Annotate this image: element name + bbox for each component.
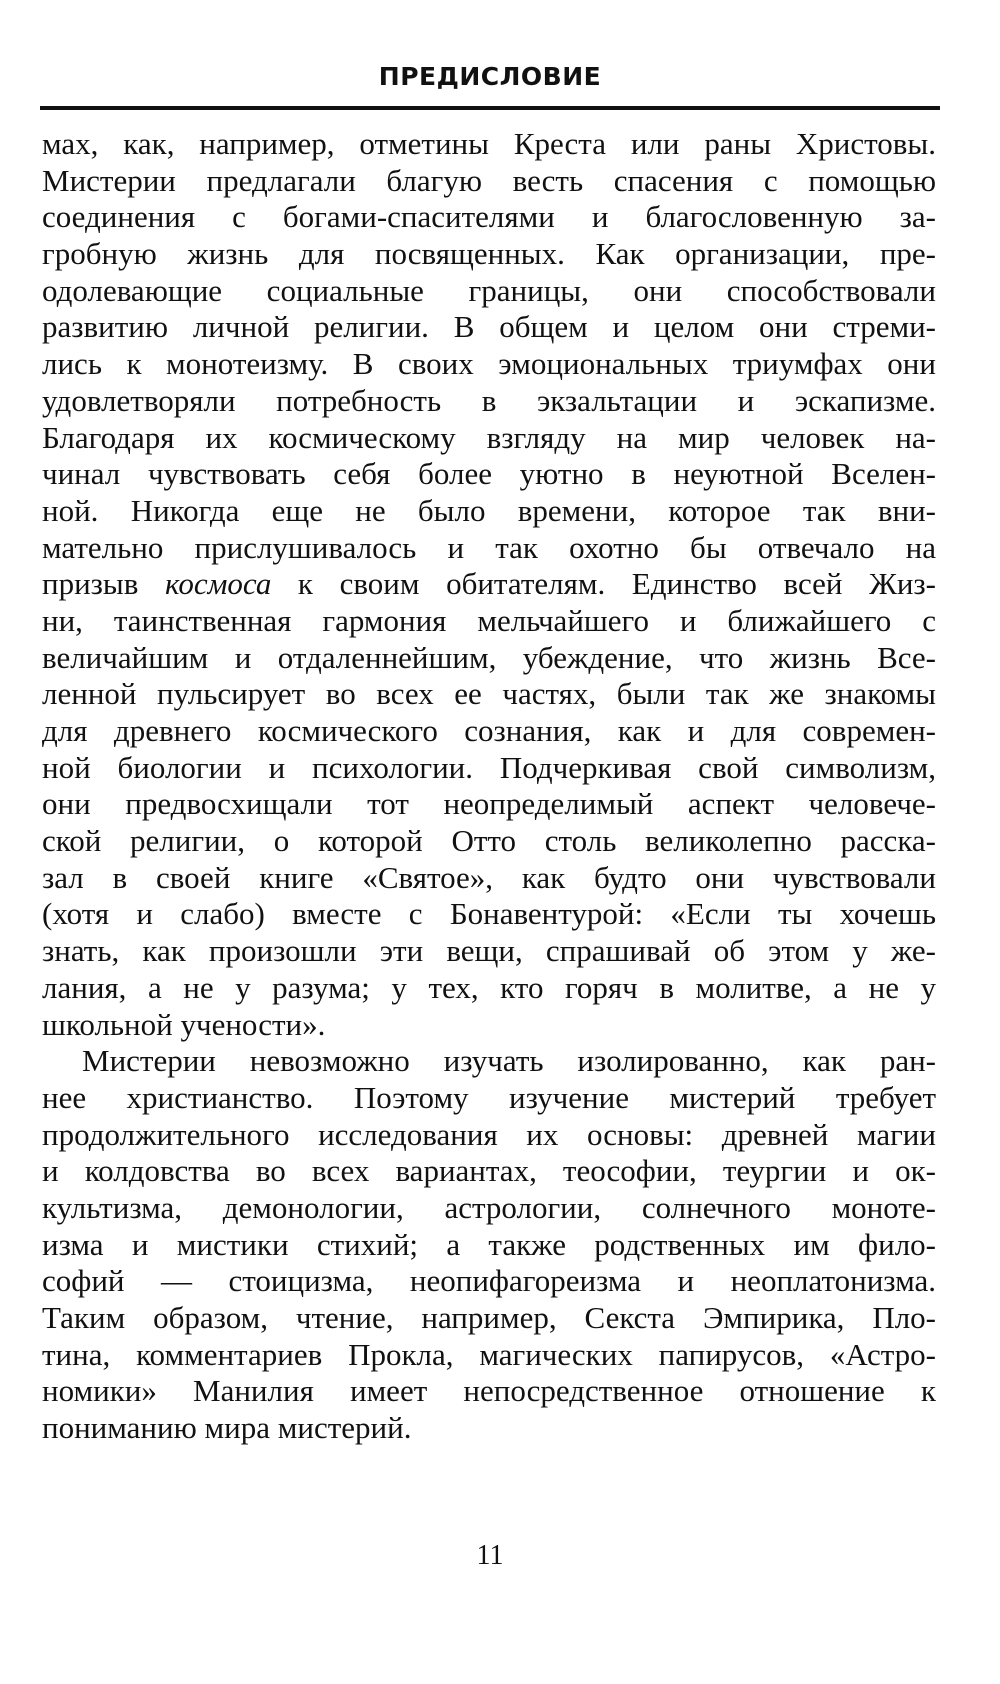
text-line: Мистерии невозможно изучать изолированно, как ран- [82, 1043, 936, 1079]
text-line: удовлетворяли потребность в экзальтации и эскапизме. [42, 382, 936, 418]
text-line: величайшим и отдаленнейшим, убеждение, что жизнь Все- [42, 639, 936, 675]
header-rule [40, 106, 940, 110]
text-line: ленной пульсирует во всех ее частях, были так же знакомы [42, 676, 936, 712]
emphasis-word: космоса [165, 566, 272, 602]
text-line: школьной учености». [42, 1006, 326, 1042]
text-line: нее христианство. Поэтому изучение мистерий требует [42, 1079, 936, 1115]
paragraph-2 [42, 1043, 936, 1447]
text-line: пониманию мира мистерий. [42, 1410, 412, 1446]
text-line: мательно прислушивалось и так охотно бы отвечало на [42, 529, 936, 565]
text-line: чинал чувствовать себя более уютно в неуютной Вселен- [42, 456, 936, 492]
text-line: культизма, демонологии, астрологии, солнечного моноте- [42, 1189, 936, 1225]
text-line: Благодаря их космическому взгляду на мир человек на- [42, 419, 936, 455]
text-line: гробную жизнь для посвященных. Как организации, пре- [42, 236, 936, 272]
text-line: софий — стоицизма, неопифагореизма и неоплатонизма. [42, 1263, 936, 1299]
text-line: Мистерии предлагали благую весть спасения с помощью [42, 162, 936, 198]
text-line: и колдовства во всех вариантах, теософии, теургии и ок- [42, 1153, 936, 1189]
text-line: для древнего космического сознания, как и для современ- [42, 713, 936, 748]
text-line: ной. Никогда еще не было времени, которое так вни- [42, 492, 936, 528]
text-line: соединения с богами-спасителями и благословенную за- [42, 199, 936, 235]
text-line: номики» Манилия имеет непосредственное отношение к [42, 1373, 936, 1409]
text-line: зал в своей книге «Святое», как будто они чувствовали [42, 859, 936, 895]
text-line: мах, как, например, отметины Креста или раны Христовы. [42, 126, 936, 161]
text-line: призыв космоса к своим обитателям. Единство всей Жиз- [42, 566, 937, 602]
body-text [42, 126, 936, 1447]
text-line: одолевающие социальные границы, они способствовали [42, 272, 936, 308]
text-line: лания, а не у разума; у тех, кто горяч в молитве, а не у [42, 969, 936, 1005]
text-line: изма и мистики стихий; а также родственных им фило- [42, 1226, 936, 1262]
text-line: (хотя и слабо) вместе с Бонавентурой: «Если ты хочешь [42, 896, 936, 932]
text-line: знать, как произошли эти вещи, спрашивай об этом у же- [42, 933, 936, 969]
text-line: ни, таинственная гармония мельчайшего и ближайшего с [42, 602, 936, 638]
text-line: развитию личной религии. В общем и целом они стреми- [42, 309, 936, 345]
page-number: 11 [476, 1540, 504, 1571]
paragraph-1 [42, 126, 936, 1043]
text-line: тина, комментариев Прокла, магических папирусов, «Астро- [42, 1336, 936, 1372]
text-line: ской религии, о которой Отто столь великолепно расска- [42, 823, 936, 859]
text-line: продолжительного исследования их основы: древней магии [42, 1116, 936, 1152]
text-line: они предвосхищали тот неопределимый аспект человече- [42, 786, 936, 822]
text-line: лись к монотеизму. В своих эмоциональных триумфах они [42, 346, 936, 382]
running-header: ПРЕДИСЛОВИЕ [378, 62, 602, 91]
text-line: ной биологии и психологии. Подчеркивая свой символизм, [42, 749, 936, 785]
text-line: Таким образом, чтение, например, Секста Эмпирика, Пло- [42, 1300, 936, 1335]
